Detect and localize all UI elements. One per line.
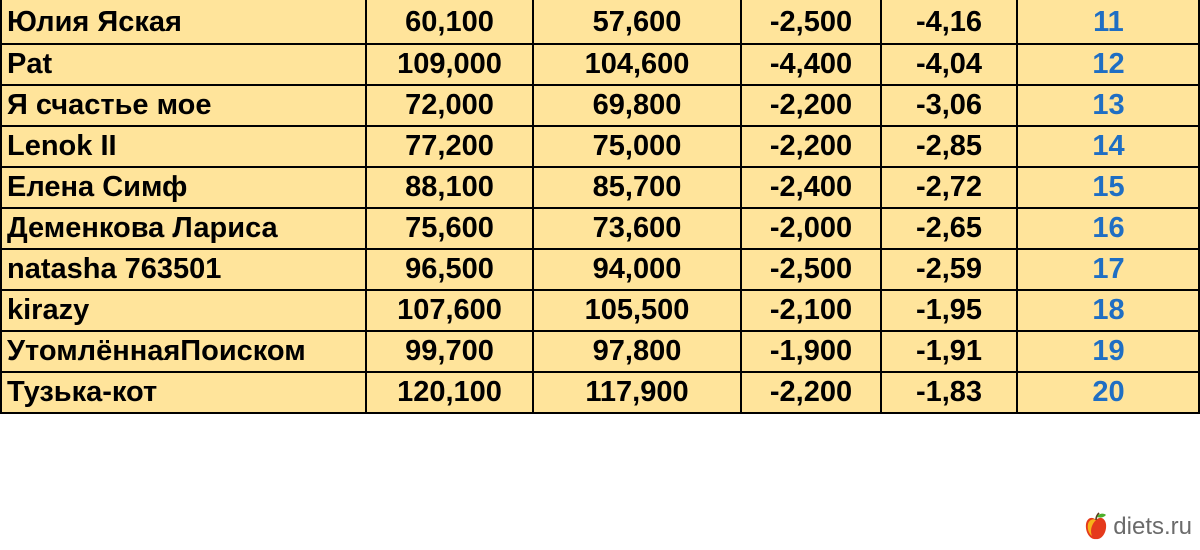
participant-name: Юлия Яская xyxy=(7,5,182,38)
percent-change: -4,04 xyxy=(915,48,983,80)
grid-line xyxy=(0,166,1200,168)
weight-difference: -2,500 xyxy=(769,5,853,38)
table-row xyxy=(0,372,1200,413)
weight-difference: -2,200 xyxy=(769,130,853,162)
participant-name: Деменкова Лариса xyxy=(7,212,278,244)
percent-change: -4,16 xyxy=(915,5,983,38)
participant-name: Pat xyxy=(7,48,53,80)
table-row xyxy=(0,208,1200,249)
start-weight: 96,500 xyxy=(405,253,494,285)
grid-line xyxy=(0,125,1200,127)
percent-change: -2,65 xyxy=(915,212,983,244)
rank-number: 13 xyxy=(1092,89,1125,121)
rank-number: 15 xyxy=(1092,171,1125,203)
rank-number: 11 xyxy=(1093,5,1124,38)
grid-line xyxy=(0,207,1200,209)
start-weight: 109,000 xyxy=(397,48,502,80)
weight-difference: -2,200 xyxy=(769,376,853,408)
percent-change: -2,85 xyxy=(915,130,983,162)
start-weight: 99,700 xyxy=(405,335,494,367)
participant-name: Lenok II xyxy=(7,130,117,162)
table-row xyxy=(0,85,1200,126)
start-weight: 75,600 xyxy=(405,212,494,244)
percent-change: -1,95 xyxy=(915,294,983,326)
current-weight: 105,500 xyxy=(584,294,690,326)
grid-line xyxy=(0,371,1200,373)
percent-change: -2,59 xyxy=(915,253,983,285)
rank-number: 18 xyxy=(1092,294,1125,326)
table-row xyxy=(0,290,1200,331)
current-weight: 104,600 xyxy=(584,48,690,80)
grid-line xyxy=(0,289,1200,291)
rank-number: 16 xyxy=(1092,212,1125,244)
grid-line xyxy=(0,84,1200,86)
start-weight: 107,600 xyxy=(397,294,502,326)
start-weight: 60,100 xyxy=(405,5,494,38)
apple-logo-icon xyxy=(1083,512,1109,542)
percent-change: -1,83 xyxy=(915,376,983,408)
participant-name: kirazy xyxy=(7,294,90,326)
grid-line xyxy=(0,330,1200,332)
weight-difference: -2,000 xyxy=(769,212,853,244)
rank-number: 17 xyxy=(1092,253,1125,285)
weight-difference: -2,100 xyxy=(769,294,853,326)
table-row xyxy=(0,126,1200,167)
table-row xyxy=(0,44,1200,85)
start-weight: 77,200 xyxy=(405,130,494,162)
table-row xyxy=(0,0,1200,44)
current-weight: 97,800 xyxy=(592,335,682,367)
rank-number: 12 xyxy=(1092,48,1125,80)
weight-difference: -2,400 xyxy=(769,171,853,203)
participant-name: Елена Симф xyxy=(7,171,188,203)
rank-number: 20 xyxy=(1092,376,1125,408)
participant-name: УтомлённаяПоиском xyxy=(7,335,306,367)
current-weight: 73,600 xyxy=(592,212,682,244)
percent-change: -1,91 xyxy=(915,335,983,367)
percent-change: -3,06 xyxy=(915,89,983,121)
percent-change: -2,72 xyxy=(915,171,983,203)
grid-line xyxy=(0,43,1200,45)
participant-name: Я счастье мое xyxy=(7,89,212,121)
grid-line xyxy=(0,412,1200,414)
participant-name: Тузька-кот xyxy=(7,376,158,408)
participant-name: natasha 763501 xyxy=(7,253,222,285)
table-row xyxy=(0,167,1200,208)
current-weight: 85,700 xyxy=(592,171,682,203)
start-weight: 120,100 xyxy=(397,376,502,408)
weight-difference: -1,900 xyxy=(769,335,853,367)
start-weight: 88,100 xyxy=(405,171,494,203)
diets-watermark xyxy=(1083,512,1192,542)
grid-line xyxy=(0,248,1200,250)
weight-difference: -4,400 xyxy=(769,48,853,80)
current-weight: 75,000 xyxy=(592,130,682,162)
table-row xyxy=(0,331,1200,372)
rank-number: 19 xyxy=(1092,335,1125,367)
current-weight: 117,900 xyxy=(585,376,689,408)
current-weight: 57,600 xyxy=(592,5,682,38)
rank-number: 14 xyxy=(1092,130,1125,162)
weight-difference: -2,200 xyxy=(769,89,853,121)
current-weight: 94,000 xyxy=(592,253,682,285)
watermark-text: diets.ru xyxy=(1113,513,1192,540)
table-row xyxy=(0,249,1200,290)
weight-difference: -2,500 xyxy=(769,253,853,285)
start-weight: 72,000 xyxy=(405,89,494,121)
current-weight: 69,800 xyxy=(592,89,682,121)
